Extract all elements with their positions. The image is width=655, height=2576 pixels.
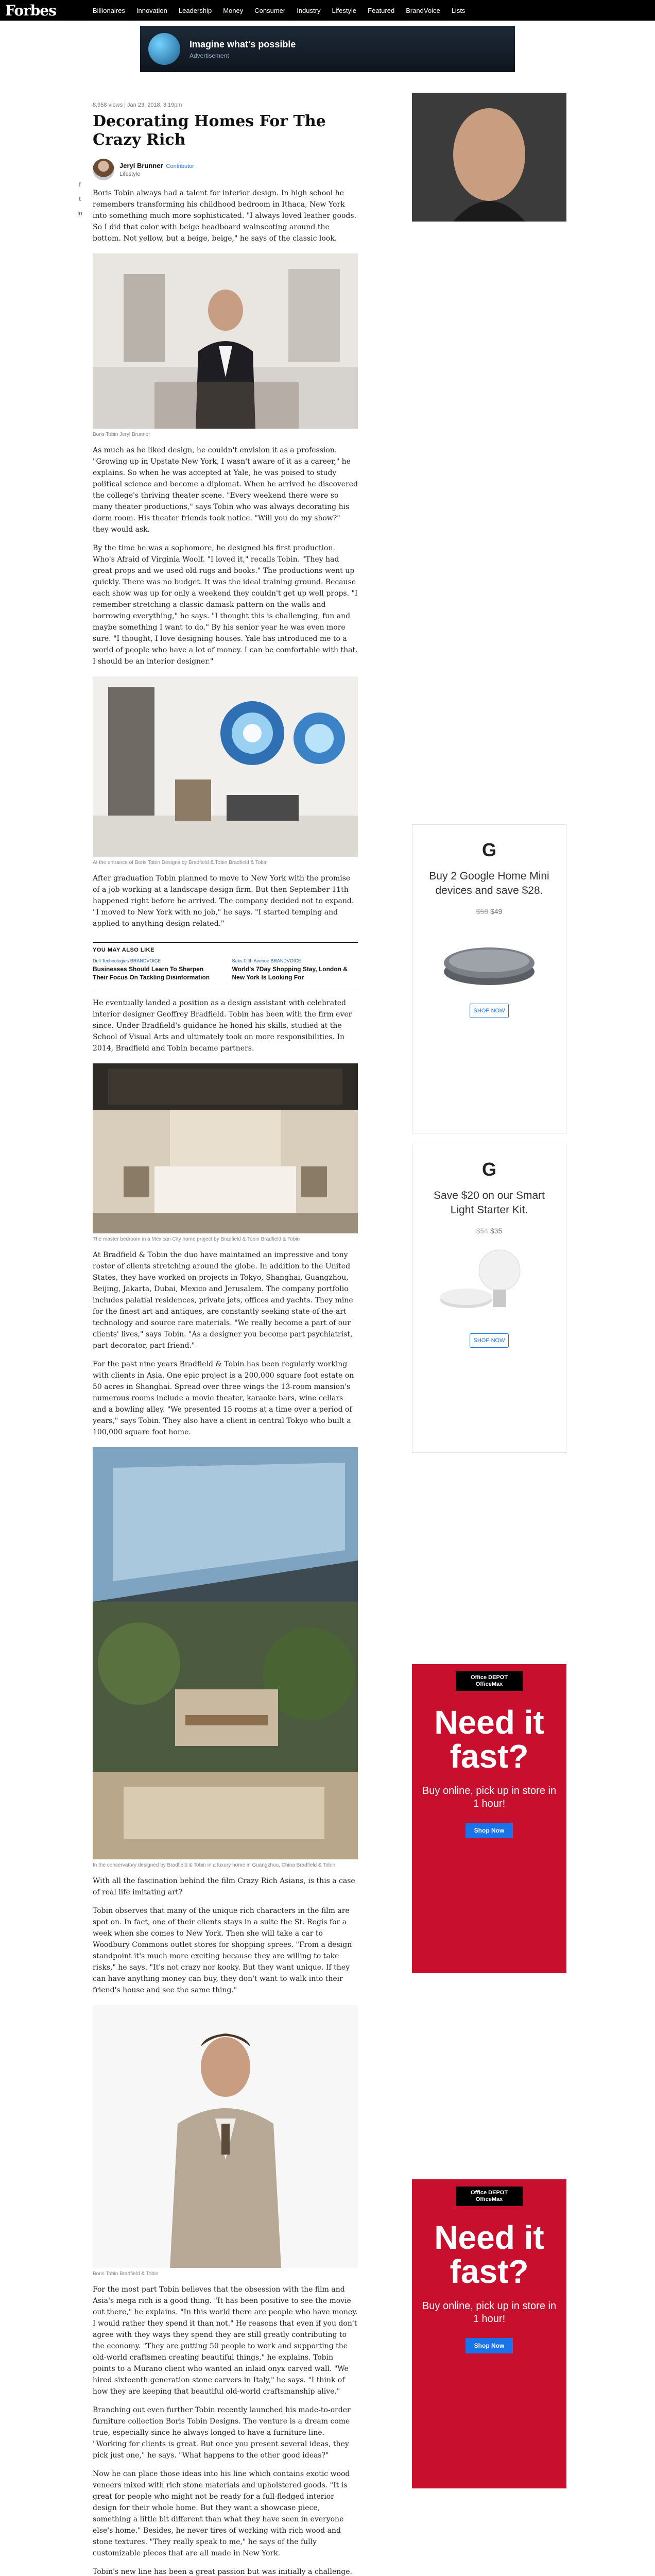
also-like-title[interactable]: World's 7Day Shopping Stay, London & New York Is Looking For: [232, 965, 348, 981]
paragraph: Branching out even further Tobin recently launched his made-to-order furniture collection Boris Tobin Designs. The venture is a dream come true, especially since he always longed to have a furniture line. "Working for clients is great. But once you present several ideas, they pick just one," he says. "What happens to the other good ideas?": [93, 2406, 351, 2460]
nav-item-billionaires[interactable]: Billionaires: [93, 6, 125, 14]
facebook-icon[interactable]: f: [79, 181, 81, 188]
ad-headline: Need it fast?: [434, 2219, 544, 2290]
also-like-item[interactable]: [232, 958, 358, 981]
google-smart-light-ad[interactable]: [412, 1144, 566, 1453]
ad-price: [425, 1227, 554, 1235]
office-depot-ad-2[interactable]: [412, 2179, 566, 2488]
nav-item-lists[interactable]: Lists: [451, 6, 466, 14]
top-ad-label: Advertisement: [189, 52, 229, 59]
office-depot-logo: Office DEPOT OfficeMax: [456, 2187, 523, 2206]
photo-boris-tobin-portrait: [93, 2005, 358, 2268]
article-body: [93, 188, 371, 2576]
top-right-ad[interactable]: [412, 93, 566, 222]
nav-item-brandvoice[interactable]: BrandVoice: [406, 6, 440, 14]
forbes-logo[interactable]: Forbes: [5, 2, 56, 19]
photo-master-bedroom: [93, 1063, 358, 1233]
author-role: Lifestyle: [119, 171, 141, 177]
also-like-meta: Saks Fifth Avenue BRANDVOICE: [232, 958, 301, 963]
ad-graphic: [148, 33, 180, 65]
paragraph: Now he can place those ideas into his line which contains exotic wood veneers mixed with rich stone materials and upholstered goods. "It is great for people who might not be ready for a full-fledged interior design for their whole home. But they want a showcase piece, something a little bit different than what they have seen in everyone else's home." Besides, he never tires of working with rich wood and stone textures. "They really speak to me," he says of the fully customizable pieces that are all made in New York.: [93, 2470, 350, 2557]
paragraph: For the most part Tobin believes that the obsession with the film and Asia's mega rich is a good thing. "It has been positive to see the movie out there," he explains. "In this world there are people who have money. I would rather they spend it than not." He reasons that even if you don't agree with they ways they spend they are still greatly contributing to the economy. "They are putting 50 people to work and supporting the old-world craftsmen creating beautiful things," he explains. Tobin points to a Murano client who wanted an inlaid onyx carved wall. "We hired sixteenth generation stone carvers in Italy," he says. "I think of how they are keeping that beautiful old-world craftsmanship alive.": [93, 2285, 358, 2396]
nav-item-money[interactable]: Money: [223, 6, 244, 14]
google-logo-icon: G: [481, 1159, 496, 1180]
ad-text: Buy 2 Google Home Mini devices and save $28.: [429, 870, 549, 896]
paragraph: Boris Tobin always had a talent for interior design. In high school he remembers transforming his childhood bedroom in Ithaca, New York into something much more sophisticated. "I always loved leather goods. So I did that color with beige headboard wainscoting around the bottom. Not yellow, but a beige, beige," he says of the classic look.: [93, 189, 356, 243]
office-depot-ad[interactable]: [412, 1664, 566, 1973]
article-title: Decorating Homes For The Crazy Rich: [93, 112, 326, 149]
paragraph: After graduation Tobin planned to move to New York with the promise of a job working at a landscape design firm. But then September 11th happened right before he arrived. The company decided not to expand. "I moved to New York with no job," he says. "I started temping and applied to anything design-related.": [93, 874, 354, 928]
also-like-meta: Dell Technologies BRANDVOICE: [93, 958, 161, 963]
also-like-item[interactable]: [93, 958, 219, 981]
shop-now-button[interactable]: SHOP NOW: [470, 1004, 509, 1018]
ad-price-old: $54: [476, 1227, 489, 1235]
article-dateline: 8,958 views | Jan 23, 2018, 3:19pm: [93, 102, 182, 108]
ad-text: Buy online, pick up in store in 1 hour!: [422, 1785, 557, 1809]
nav-item-innovation[interactable]: Innovation: [136, 6, 167, 14]
shop-now-button[interactable]: SHOP NOW: [470, 1333, 509, 1348]
article-column: [0, 72, 371, 2576]
google-home-mini-ad[interactable]: [412, 824, 566, 1133]
shop-now-button[interactable]: Shop Now: [466, 2338, 513, 2353]
photo-caption: In the conservatory designed by Bradfield & Tobin in a luxury home in Guangzhou, China Bradfield & Tobin: [93, 1862, 336, 1868]
paragraph: Tobin observes that many of the unique rich characters in the film are spot on. In fact, one of their clients stays in a suite the St. Regis for a week when she comes to New York. Then she will take a car to Woodbury Commons outlet stores for shopping sprees. "From a design standpoint it's much more exciting because they are willing to take risks," he says. "It's not crazy nor kooky. But they want unique. If they can have anything money can buy, they don't want to walk into their friend's house and see the same thing.": [93, 1907, 352, 1994]
shop-now-button[interactable]: Shop Now: [466, 1823, 513, 1838]
author-block: [93, 159, 371, 180]
ad-headline: Need it fast?: [434, 1704, 544, 1775]
ad-price-old: $58: [476, 907, 489, 916]
twitter-icon[interactable]: t: [79, 195, 81, 202]
paragraph: He eventually landed a position as a design assistant with celebrated interior designer Geoffrey Bradfield. Tobin has been with the firm ever since. Under Bradfield's guidance he honed his skills, studied at the School of Visual Arts and ultimately took on more responsibilities. In 2014, Bradfield and Tobin became partners.: [93, 999, 352, 1053]
paragraph: Tobin's new line has been a great passion but was initially a challenge.: [93, 2568, 352, 2576]
also-like-heading: YOU MAY ALSO LIKE: [93, 947, 154, 953]
also-like-module: [93, 942, 358, 990]
photo-caption: The master bedroom in a Mexican City home project by Bradfield & Tobin Bradfield & Tobin: [93, 1236, 300, 1242]
ad-text: Buy online, pick up in store in 1 hour!: [422, 2300, 557, 2325]
top-ad-headline: Imagine what's possible: [189, 39, 296, 49]
top-navigation: [0, 0, 655, 21]
photo-caption: Boris Tobin Jeryl Brunner: [93, 432, 150, 437]
photo-boris-tobin: [93, 253, 358, 429]
right-rail: [412, 72, 566, 2576]
paragraph: For the past nine years Bradfield & Tobin has been regularly working with clients in Asia. One epic project is a 200,000 square foot estate on 50 acres in Shanghai. Spread over three wings the 13-room mansion's numerous rooms include a movie theater, karaoke bars, wine cellars and a bowling alley. "We presented 15 rooms at a time over a period of years," says Tobin. They also have a client in central Tokyo who built a 100,000 square foot home.: [93, 1360, 354, 1436]
nav-item-featured[interactable]: Featured: [368, 6, 395, 14]
nav-item-leadership[interactable]: Leadership: [178, 6, 212, 14]
office-depot-logo: Office DEPOT OfficeMax: [456, 1671, 523, 1691]
author-name[interactable]: Jeryl Brunner: [119, 162, 163, 170]
nav-item-lifestyle[interactable]: Lifestyle: [332, 6, 357, 14]
paragraph: With all the fascination behind the film Crazy Rich Asians, is this a case of real life imitating art?: [93, 1877, 355, 1896]
linkedin-icon[interactable]: in: [77, 210, 82, 217]
paragraph: As much as he liked design, he couldn't envision it as a profession. "Growing up in Upstate New York, I wasn't aware of it as a career," he explains. So when he was accepted at Yale, he was poised to study political science and become a diplomat. When he arrived he discovered the college's thriving theater scene. "Every weekend there were so many theater productions," says Tobin who was always decorating his dorm room. His theater friends took notice. "Will you do my show?" they would ask.: [93, 446, 358, 534]
photo-caption: Boris Tobin Bradfield & Tobin: [93, 2271, 159, 2277]
google-logo-icon: G: [481, 839, 496, 860]
author-avatar[interactable]: [93, 159, 114, 180]
photo-showroom-entrance: [93, 676, 358, 857]
top-banner-ad[interactable]: [140, 26, 515, 72]
also-like-title[interactable]: Businesses Should Learn To Sharpen Their Focus On Tackling Disinformation: [93, 965, 210, 981]
ad-price-new: $35: [490, 1227, 503, 1235]
nav-item-industry[interactable]: Industry: [297, 6, 321, 14]
paragraph: By the time he was a sophomore, he designed his first production. Who's Afraid of Virginia Woolf. "I loved it," recalls Tobin. "They had great props and we used old rugs and books." The productions went up quickly. There was no budget. It was the ideal training ground. Because each show was up for only a weekend they couldn't get up well props. "I remember stretching a classic damask pattern on the walls and borrowing everything," he says. "I thought this is challenging, fun and maybe something I want to do." By his senior year he was even more sure. "I thought, I love designing houses. Yale has introduced me to a world of people who have a lot of money. I can be comfortable with that. I should be an interior designer.": [93, 544, 358, 666]
nav-item-consumer[interactable]: Consumer: [254, 6, 286, 14]
ad-text: Save $20 on our Smart Light Starter Kit.: [434, 1190, 545, 1216]
nav-menu: [93, 7, 465, 14]
ad-price: [425, 907, 554, 916]
photo-caption: At the entrance of Boris Tobin Designs by Bradfield & Tobin Bradfield & Tobin: [93, 860, 268, 866]
paragraph: At Bradfield & Tobin the duo have maintained an impressive and tony roster of clients stretching around the globe. In addition to the United States, they have worked on projects in Tokyo, Shanghai, Guangzhou, Beijing, Jakarta, Dubai, Mexico and Jerusalem. The company portfolio includes palatial residences, private jets, offices and yachts. They mine for the finest art and antiques, are constantly seeking state-of-the-art technology and source rare materials. "We really become a part of our clients' lives," says Tobin. "As a designer you become part psychiatrist, part decorator, part friend.": [93, 1251, 353, 1350]
photo-conservatory: [93, 1447, 358, 1859]
author-follow[interactable]: Contributor: [166, 163, 194, 170]
ad-price-new: $49: [490, 907, 503, 916]
